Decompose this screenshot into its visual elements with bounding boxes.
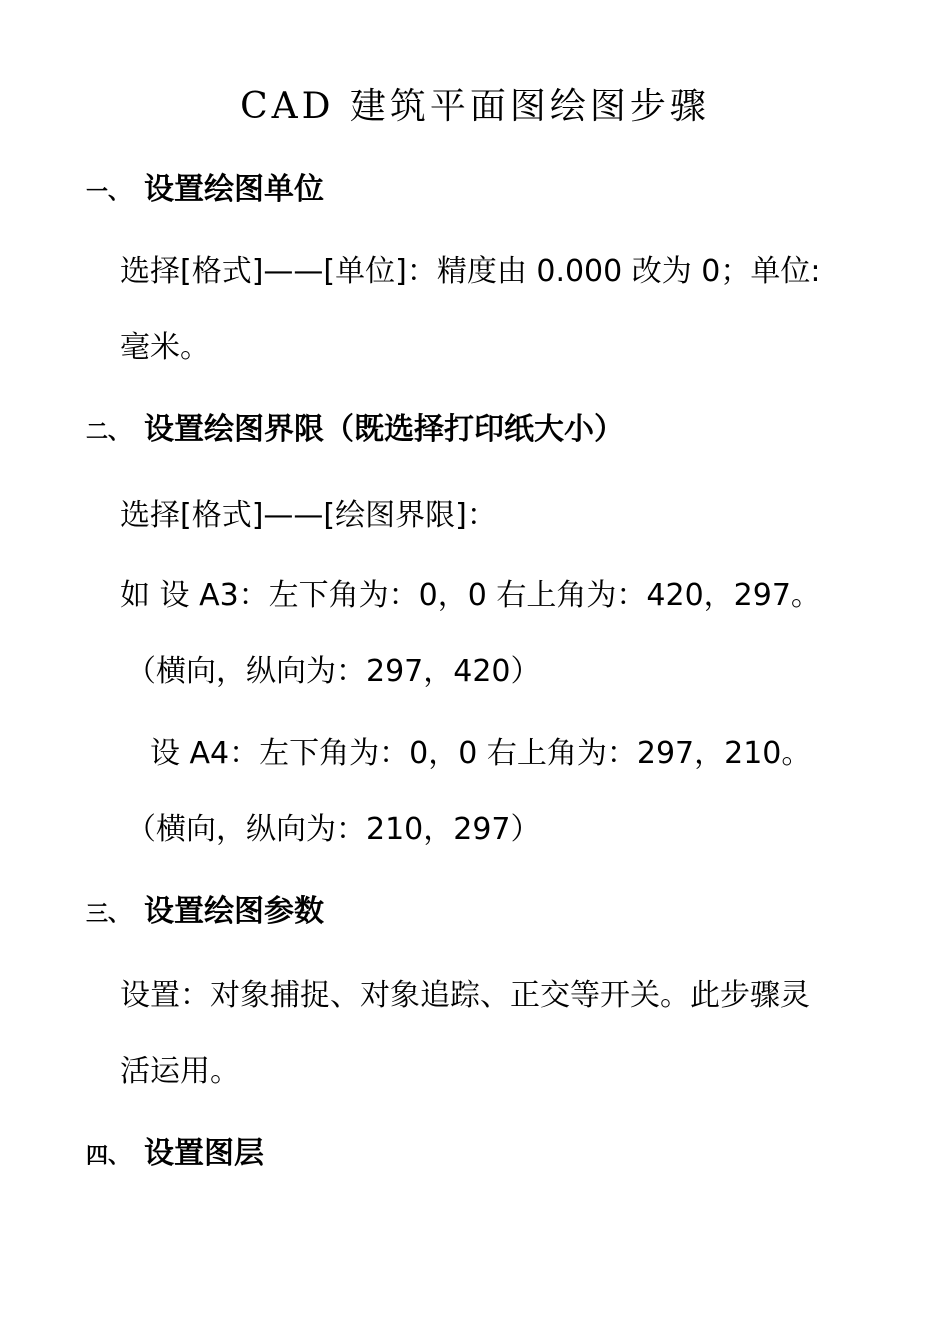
paragraph-line: 设置：对象捕捉、对象追踪、正交等开关。此步骤灵 (120, 978, 810, 1013)
document-title: CAD 建筑平面图绘图步骤 (240, 86, 710, 127)
section-number: 二、 (86, 420, 131, 445)
paragraph-line: 选择[格式]——[绘图界限]： (120, 498, 497, 533)
section-title: 设置绘图单位 (144, 172, 324, 207)
section-number: 三、 (86, 902, 131, 927)
paragraph-line: （横向，纵向为：210，297） (126, 812, 541, 847)
paragraph-line: 选择[格式]——[单位]：精度由 0.000 改为 0；单位: (120, 254, 821, 289)
paragraph-line: 如 设 A3：左下角为：0，0 右上角为：420，297。 (120, 578, 821, 613)
section-heading-3 (86, 892, 324, 935)
section-title: 设置绘图参数 (144, 894, 324, 929)
section-number: 一、 (86, 180, 131, 205)
section-heading-4 (86, 1134, 264, 1177)
section-number: 四、 (86, 1144, 131, 1169)
paragraph-line: （横向，纵向为：297，420） (126, 654, 541, 689)
section-title: 设置图层 (144, 1136, 264, 1171)
section-title: 设置绘图界限（既选择打印纸大小） (144, 412, 624, 447)
section-heading-2 (86, 410, 624, 453)
section-heading-1 (86, 170, 324, 213)
paragraph-line: 毫米。 (120, 330, 210, 365)
paragraph-line: 活运用。 (120, 1054, 240, 1089)
paragraph-line: 设 A4：左下角为：0，0 右上角为：297，210。 (150, 736, 812, 771)
